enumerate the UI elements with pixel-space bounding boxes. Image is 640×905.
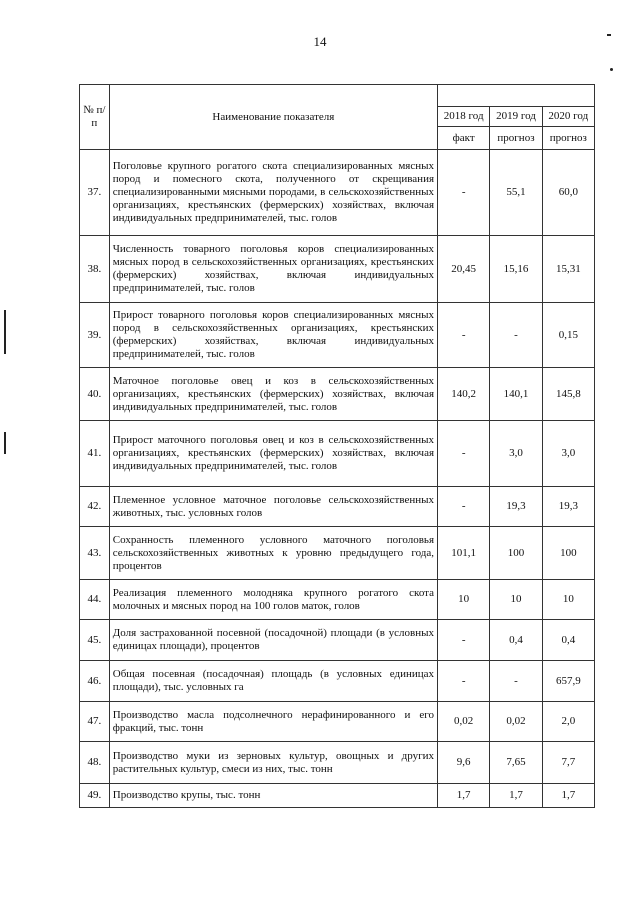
header-year: 2018 год (438, 107, 490, 127)
header-year: 2019 год (490, 107, 542, 127)
row-value-2020: 60,0 (542, 150, 594, 236)
table-row (80, 742, 595, 784)
header-spacer (438, 85, 595, 107)
scan-mark (610, 68, 613, 71)
row-value-2020: 0,4 (542, 620, 594, 661)
row-value-2020: 100 (542, 527, 594, 580)
table-row (80, 303, 595, 368)
row-name: Поголовье крупного рогатого скота специализированных мясных пород и помесного скота, полученного от скрещивания специализированными мясными породами, в сельскохозяйственных организациях, крестьянских (фермерских) хозяйствах, включая индивидуальных предпринимателей, тыс. голов (109, 150, 437, 236)
row-value-2019: 7,65 (490, 742, 542, 784)
row-value-2020: 657,9 (542, 661, 594, 702)
row-value-2019: 0,02 (490, 702, 542, 742)
row-value-2018: 101,1 (438, 527, 490, 580)
row-name: Сохранность племенного условного маточного поголовья сельскохозяйственных животных к уровню предыдущего года, процентов (109, 527, 437, 580)
header-type: прогноз (542, 127, 594, 150)
row-value-2018: - (438, 150, 490, 236)
row-value-2018: - (438, 487, 490, 527)
scan-mark (4, 432, 6, 454)
row-value-2018: - (438, 620, 490, 661)
row-value-2019: 0,4 (490, 620, 542, 661)
scan-mark (607, 34, 611, 36)
row-num: 49. (80, 784, 110, 808)
row-value-2019: 3,0 (490, 421, 542, 487)
row-num: 44. (80, 580, 110, 620)
table-row (80, 620, 595, 661)
row-value-2018: - (438, 421, 490, 487)
row-num: 47. (80, 702, 110, 742)
indicators-table (79, 84, 595, 808)
row-name: Производство крупы, тыс. тонн (109, 784, 437, 808)
row-name: Реализация племенного молодняка крупного рогатого скота молочных и мясных пород на 100 голов маток, голов (109, 580, 437, 620)
row-num: 45. (80, 620, 110, 661)
row-value-2018: 140,2 (438, 368, 490, 421)
row-value-2018: 20,45 (438, 236, 490, 303)
row-name: Доля застрахованной посевной (посадочной) площади (в условных единицах площади), процентов (109, 620, 437, 661)
header-name: Наименование показателя (109, 85, 437, 150)
row-name: Прирост товарного поголовья коров специализированных мясных пород в сельскохозяйственных организациях, крестьянских (фермерских) хозяйствах, включая индивидуальных предпринимателей, тыс. голов (109, 303, 437, 368)
row-value-2020: 2,0 (542, 702, 594, 742)
row-value-2019: 10 (490, 580, 542, 620)
row-value-2019: 55,1 (490, 150, 542, 236)
row-name: Общая посевная (посадочная) площадь (в условных единицах площади), тыс. условных га (109, 661, 437, 702)
table-row (80, 661, 595, 702)
scan-mark (4, 310, 6, 354)
row-name: Племенное условное маточное поголовье сельскохозяйственных животных, тыс. условных голов (109, 487, 437, 527)
header-type: прогноз (490, 127, 542, 150)
row-num: 43. (80, 527, 110, 580)
header-year: 2020 год (542, 107, 594, 127)
row-name: Производство масла подсолнечного нерафинированного и его фракций, тыс. тонн (109, 702, 437, 742)
table-row (80, 527, 595, 580)
page-number: 14 (313, 34, 327, 49)
row-value-2018: 9,6 (438, 742, 490, 784)
row-name: Производство муки из зерновых культур, овощных и других растительных культур, смеси из них, тыс. тонн (109, 742, 437, 784)
row-value-2020: 0,15 (542, 303, 594, 368)
row-num: 48. (80, 742, 110, 784)
row-num: 46. (80, 661, 110, 702)
row-value-2019: 1,7 (490, 784, 542, 808)
row-name: Прирост маточного поголовья овец и коз в сельскохозяйственных организациях, крестьянских (фермерских) хозяйствах, включая индивидуальных предпринимателей, тыс. голов (109, 421, 437, 487)
row-value-2020: 145,8 (542, 368, 594, 421)
row-value-2020: 15,31 (542, 236, 594, 303)
row-value-2018: - (438, 303, 490, 368)
row-value-2020: 19,3 (542, 487, 594, 527)
row-value-2020: 1,7 (542, 784, 594, 808)
row-value-2018: 1,7 (438, 784, 490, 808)
table-row (80, 368, 595, 421)
row-value-2020: 3,0 (542, 421, 594, 487)
header-num: № п/п (80, 85, 110, 150)
table-row (80, 421, 595, 487)
row-num: 42. (80, 487, 110, 527)
row-value-2019: 100 (490, 527, 542, 580)
row-num: 40. (80, 368, 110, 421)
row-value-2018: - (438, 661, 490, 702)
row-name: Маточное поголовье овец и коз в сельскохозяйственных организациях, крестьянских (фермерских) хозяйствах, включая индивидуальных предпринимателей, тыс. голов (109, 368, 437, 421)
row-value-2019: 140,1 (490, 368, 542, 421)
row-value-2018: 10 (438, 580, 490, 620)
table-row (80, 236, 595, 303)
row-value-2019: 19,3 (490, 487, 542, 527)
row-num: 37. (80, 150, 110, 236)
row-value-2019: 15,16 (490, 236, 542, 303)
row-value-2019: - (490, 661, 542, 702)
table-row (80, 487, 595, 527)
table-header-row (80, 85, 595, 107)
row-value-2018: 0,02 (438, 702, 490, 742)
table-row (80, 580, 595, 620)
table-row (80, 150, 595, 236)
row-num: 41. (80, 421, 110, 487)
row-value-2019: - (490, 303, 542, 368)
row-num: 39. (80, 303, 110, 368)
header-type: факт (438, 127, 490, 150)
row-name: Численность товарного поголовья коров специализированных мясных пород в сельскохозяйственных организациях, крестьянских (фермерских) хозяйствах, включая индивидуальных предпринимателей, тыс. голов (109, 236, 437, 303)
row-value-2020: 7,7 (542, 742, 594, 784)
table-row (80, 784, 595, 808)
row-num: 38. (80, 236, 110, 303)
table-row (80, 702, 595, 742)
row-value-2020: 10 (542, 580, 594, 620)
